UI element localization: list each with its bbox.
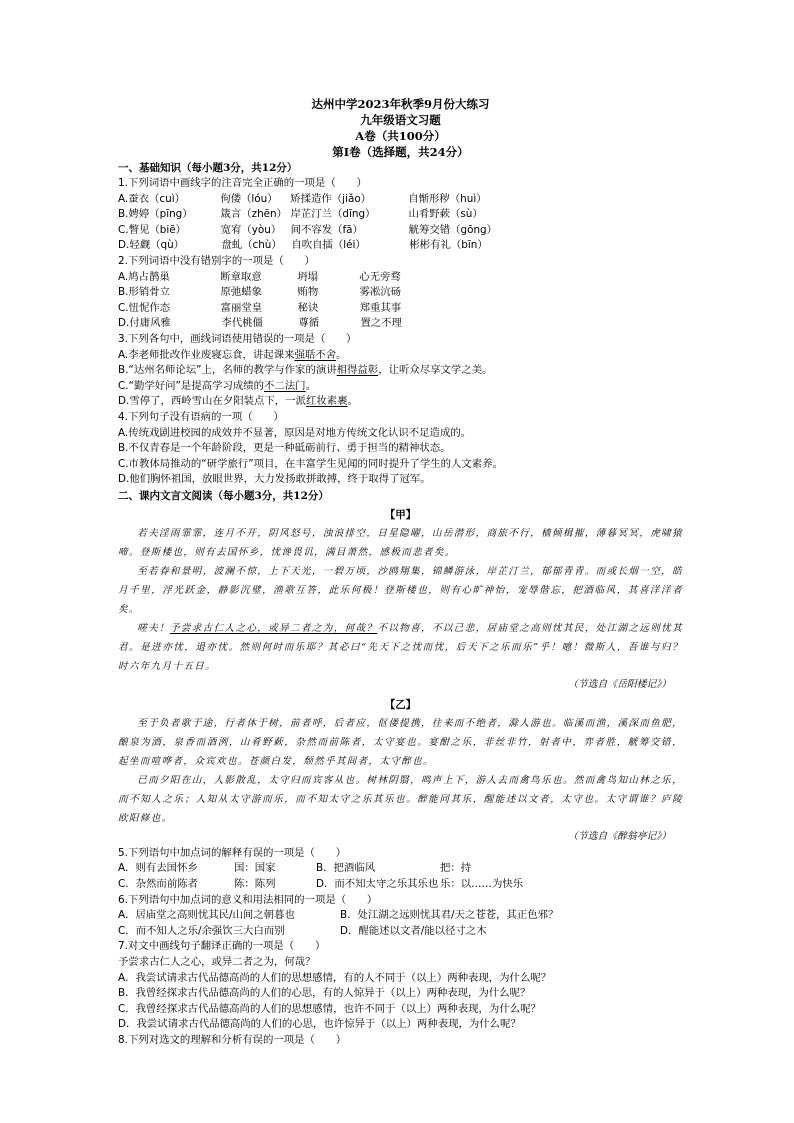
q3-option-b: B.“达州名师论坛”上，名师的教学与作家的演讲相得益彰，让听众尽享文学之美。 xyxy=(118,364,493,377)
q6-options-row: C．而不知人之乐/余强饮三大白而别 D．醒能述以文者/能以径寸之木 xyxy=(118,924,487,937)
q4-option-c: C.市教体局推动的“研学旅行”项目，在丰富学生见闻的同时提升了学生的人文素养。 xyxy=(118,457,503,470)
q3-option-c: C.“勤学好问”是提高学习成绩的不二法门。 xyxy=(118,379,316,392)
passage-yi-source: （节选自《醉翁亭记》） xyxy=(568,830,671,842)
q4-option-d: D.他们胸怀祖国，放眼世界，大力发扬敢拼敢搏，终于取得了冠军。 xyxy=(118,473,431,486)
q2-option-a: A. 鸠占鹊巢 断章取意 坍塌 心无旁骛 xyxy=(118,270,401,283)
q6-stem: 6.下列语句中加点词的意义和用法相同的一项是（ ） xyxy=(118,893,378,906)
q2-stem: 2.下列词语中没有错别字的一项是（ ） xyxy=(118,254,315,267)
q4-stem: 4.下列句子没有语病的一项（ ） xyxy=(118,410,284,423)
q4-option-b: B.不仅青春是一个年龄阶段，更是一种砥砺前行、勇于担当的精神状态。 xyxy=(118,442,451,455)
q1-option-c: C. 瞥见（biē） 宽宥（yòu） 间不容发（fā） 觥筹交错（gōng） xyxy=(118,223,498,236)
subject-title: 九年级语文习题 xyxy=(360,113,441,127)
q2-option-c: C. 忸怩作态 富丽堂皇 秘诀 郑重其事 xyxy=(118,301,402,314)
q3-option-d: D.雪停了，西岭雪山在夕阳装点下，一派红妆素裹。 xyxy=(118,395,358,408)
passage-yi-paragraph: 至于负者歌于途，行者休于树，前者呼，后者应，伛偻提携，往来而不绝者，滁人游也。临溪而渔，溪深而鱼肥，酿泉为酒，泉香而酒洌，山肴野蔌，杂然而前陈者，太守宴也。宴酣之乐，非丝非竹，射者中，弈者胜，觥筹交错，起坐而喧哗者，众宾欢也。苍颜白发，颓然乎其间者，太守醉也。 xyxy=(118,717,683,767)
passage-yi-title: 【乙】 xyxy=(384,698,417,711)
underlined-phrase: 相得益彰 xyxy=(336,364,379,377)
q5-stem: 5.下列语句中加点词的解释有误的一项是（ ） xyxy=(118,846,347,859)
q5-options-row: C．杂然而前陈者 陈：陈列 D．而不知太守之乐其乐也 乐：以……为快乐 xyxy=(118,878,524,891)
underlined-phrase: 不二法门 xyxy=(264,379,306,392)
q7-option-d: D．我尝试请求古代品德高尚的人们的心思，也许惊异于（以上）两种表现，为什么呢？ xyxy=(118,1018,521,1031)
q5-options-row: A．则有去国怀乡 国：国家 B．把酒临风 把：持 xyxy=(118,862,472,875)
q3-option-a: A.李老师批改作业废寝忘食，讲起课来强聒不舍。 xyxy=(118,348,347,361)
passage-jia-paragraph: 若夫淫雨霏霏，连月不开，阴风怒号，浊浪排空，日星隐曜，山岳潜形，商旅不行，樯倾楫摧，薄暮冥冥，虎啸猿啼。登斯楼也，则有去国怀乡，忧谗畏讥，满目萧然，感极而悲者矣。 xyxy=(118,527,683,558)
underlined-phrase: 强聒不舍 xyxy=(294,348,337,361)
passage-jia-title: 【甲】 xyxy=(384,508,417,521)
school-title: 达州中学2023年秋季9月份大练习 xyxy=(311,97,490,111)
exam-page xyxy=(118,96,683,1049)
q7-stem: 7.对文中画线句子翻译正确的一项是（ ） xyxy=(118,940,326,953)
passage-jia-paragraph: 至若春和景明，波澜不惊，上下天光，一碧万顷，沙鸥翔集，锦鳞游泳，岸芷汀兰，郁郁青青。而或长烟一空，皓月千里，浮光跃金，静影沉璧，渔歌互答，此乐何极！登斯楼也，则有心旷神怡，宠辱偕忘，把酒临风，其喜洋洋者矣。 xyxy=(118,565,683,615)
volume-title: A卷（共100分） xyxy=(355,129,446,143)
q1-stem: 1.下列词语中画线字的注音完全正确的一项是（ ） xyxy=(118,177,367,189)
q1-option-b: B. 娉婷（pīng） 箴言（zhēn） 岸芷汀兰（dīng） 山肴野蔌（sù） xyxy=(118,208,483,221)
q6-options-row: A．居庙堂之高则忧其民/山间之朝暮也 B．处江湖之远则忧其君/天之苍苍，其正色邪？ xyxy=(118,909,559,922)
passage-jia-paragraph: 嗟夫！予尝求古仁人之心，或异二者之为，何哉？不以物喜，不以己悲，居庙堂之高则忧其民，处江湖之远则忧其君。是进亦忧，退亦忧。然则何时而乐耶？其必曰“先天下之忧而忧，后天下之乐而乐”乎！噫！微斯人，吾谁与归？时六年九月十五日。 xyxy=(118,622,683,672)
q7-option-c: C．我曾经探求古代品德高尚的人们的思想感情，也许不同于（以上）两种表现，为什么呢？ xyxy=(118,1002,541,1015)
q8-stem: 8.下列对选文的理解和分析有误的一项是（ ） xyxy=(118,1034,347,1046)
q2-option-d: D. 付庸风雅 李代桃僵 尊循 置之不理 xyxy=(118,317,402,330)
q2-option-b: B. 形销骨立 原弛蜡象 贿物 雾凇沆砀 xyxy=(118,286,401,299)
passage-yi-paragraph: 已而夕阳在山，人影散乱，太守归而宾客从也。树林阴翳，鸣声上下，游人去而禽鸟乐也。然而禽鸟知山林之乐，而不知人之乐；人知从太守游而乐，而不知太守之乐其乐也。醉能同其乐，醒能述以文者，太守也。太守谓谁？庐陵欧阳修也。 xyxy=(118,774,683,824)
q7-option-b: B．我曾经探求古代品德高尚的人们的心思，有的人惊异于（以上）两种表现，为什么呢？ xyxy=(118,987,531,1000)
underlined-phrase: 红妆素裹 xyxy=(305,395,348,408)
q3-stem: 3.下列各句中，画线词语使用错误的一项是（ ） xyxy=(118,332,357,345)
q4-option-a: A.传统戏剧进校园的成效并不显著，原因是对地方传统文化认识不足造成的。 xyxy=(118,426,472,439)
q7-quote: 予尝求古仁人之心，或异二者之为，何哉？ xyxy=(118,956,316,969)
q7-option-a: A．我尝试请求古代品德高尚的人们的思想感情，有的人不同于（以上）两种表现，为什么呢？ xyxy=(118,971,552,984)
underlined-sentence: 予尝求古仁人之心，或异二者之为，何哉？ xyxy=(169,622,378,634)
q1-option-d: D. 轻觑（qù） 盘虬（chù） 自吹自擂（léi） 彬彬有礼（bīn） xyxy=(118,239,488,252)
section1-heading: 一、基础知识（每小题3分，共12分） xyxy=(118,162,298,174)
section2-heading: 二、课内文言文阅读（每小题3分，共12分） xyxy=(118,489,329,502)
part-title: 第Ⅰ卷（选择题，共24分） xyxy=(332,145,469,159)
q1-option-a: A. 蚕衣（cuì） 佝偻（lóu） 矫揉造作（jiǎo） 自惭形秽（huì） xyxy=(118,192,487,205)
passage-jia-source: （节选自《岳阳楼记》） xyxy=(568,678,671,690)
